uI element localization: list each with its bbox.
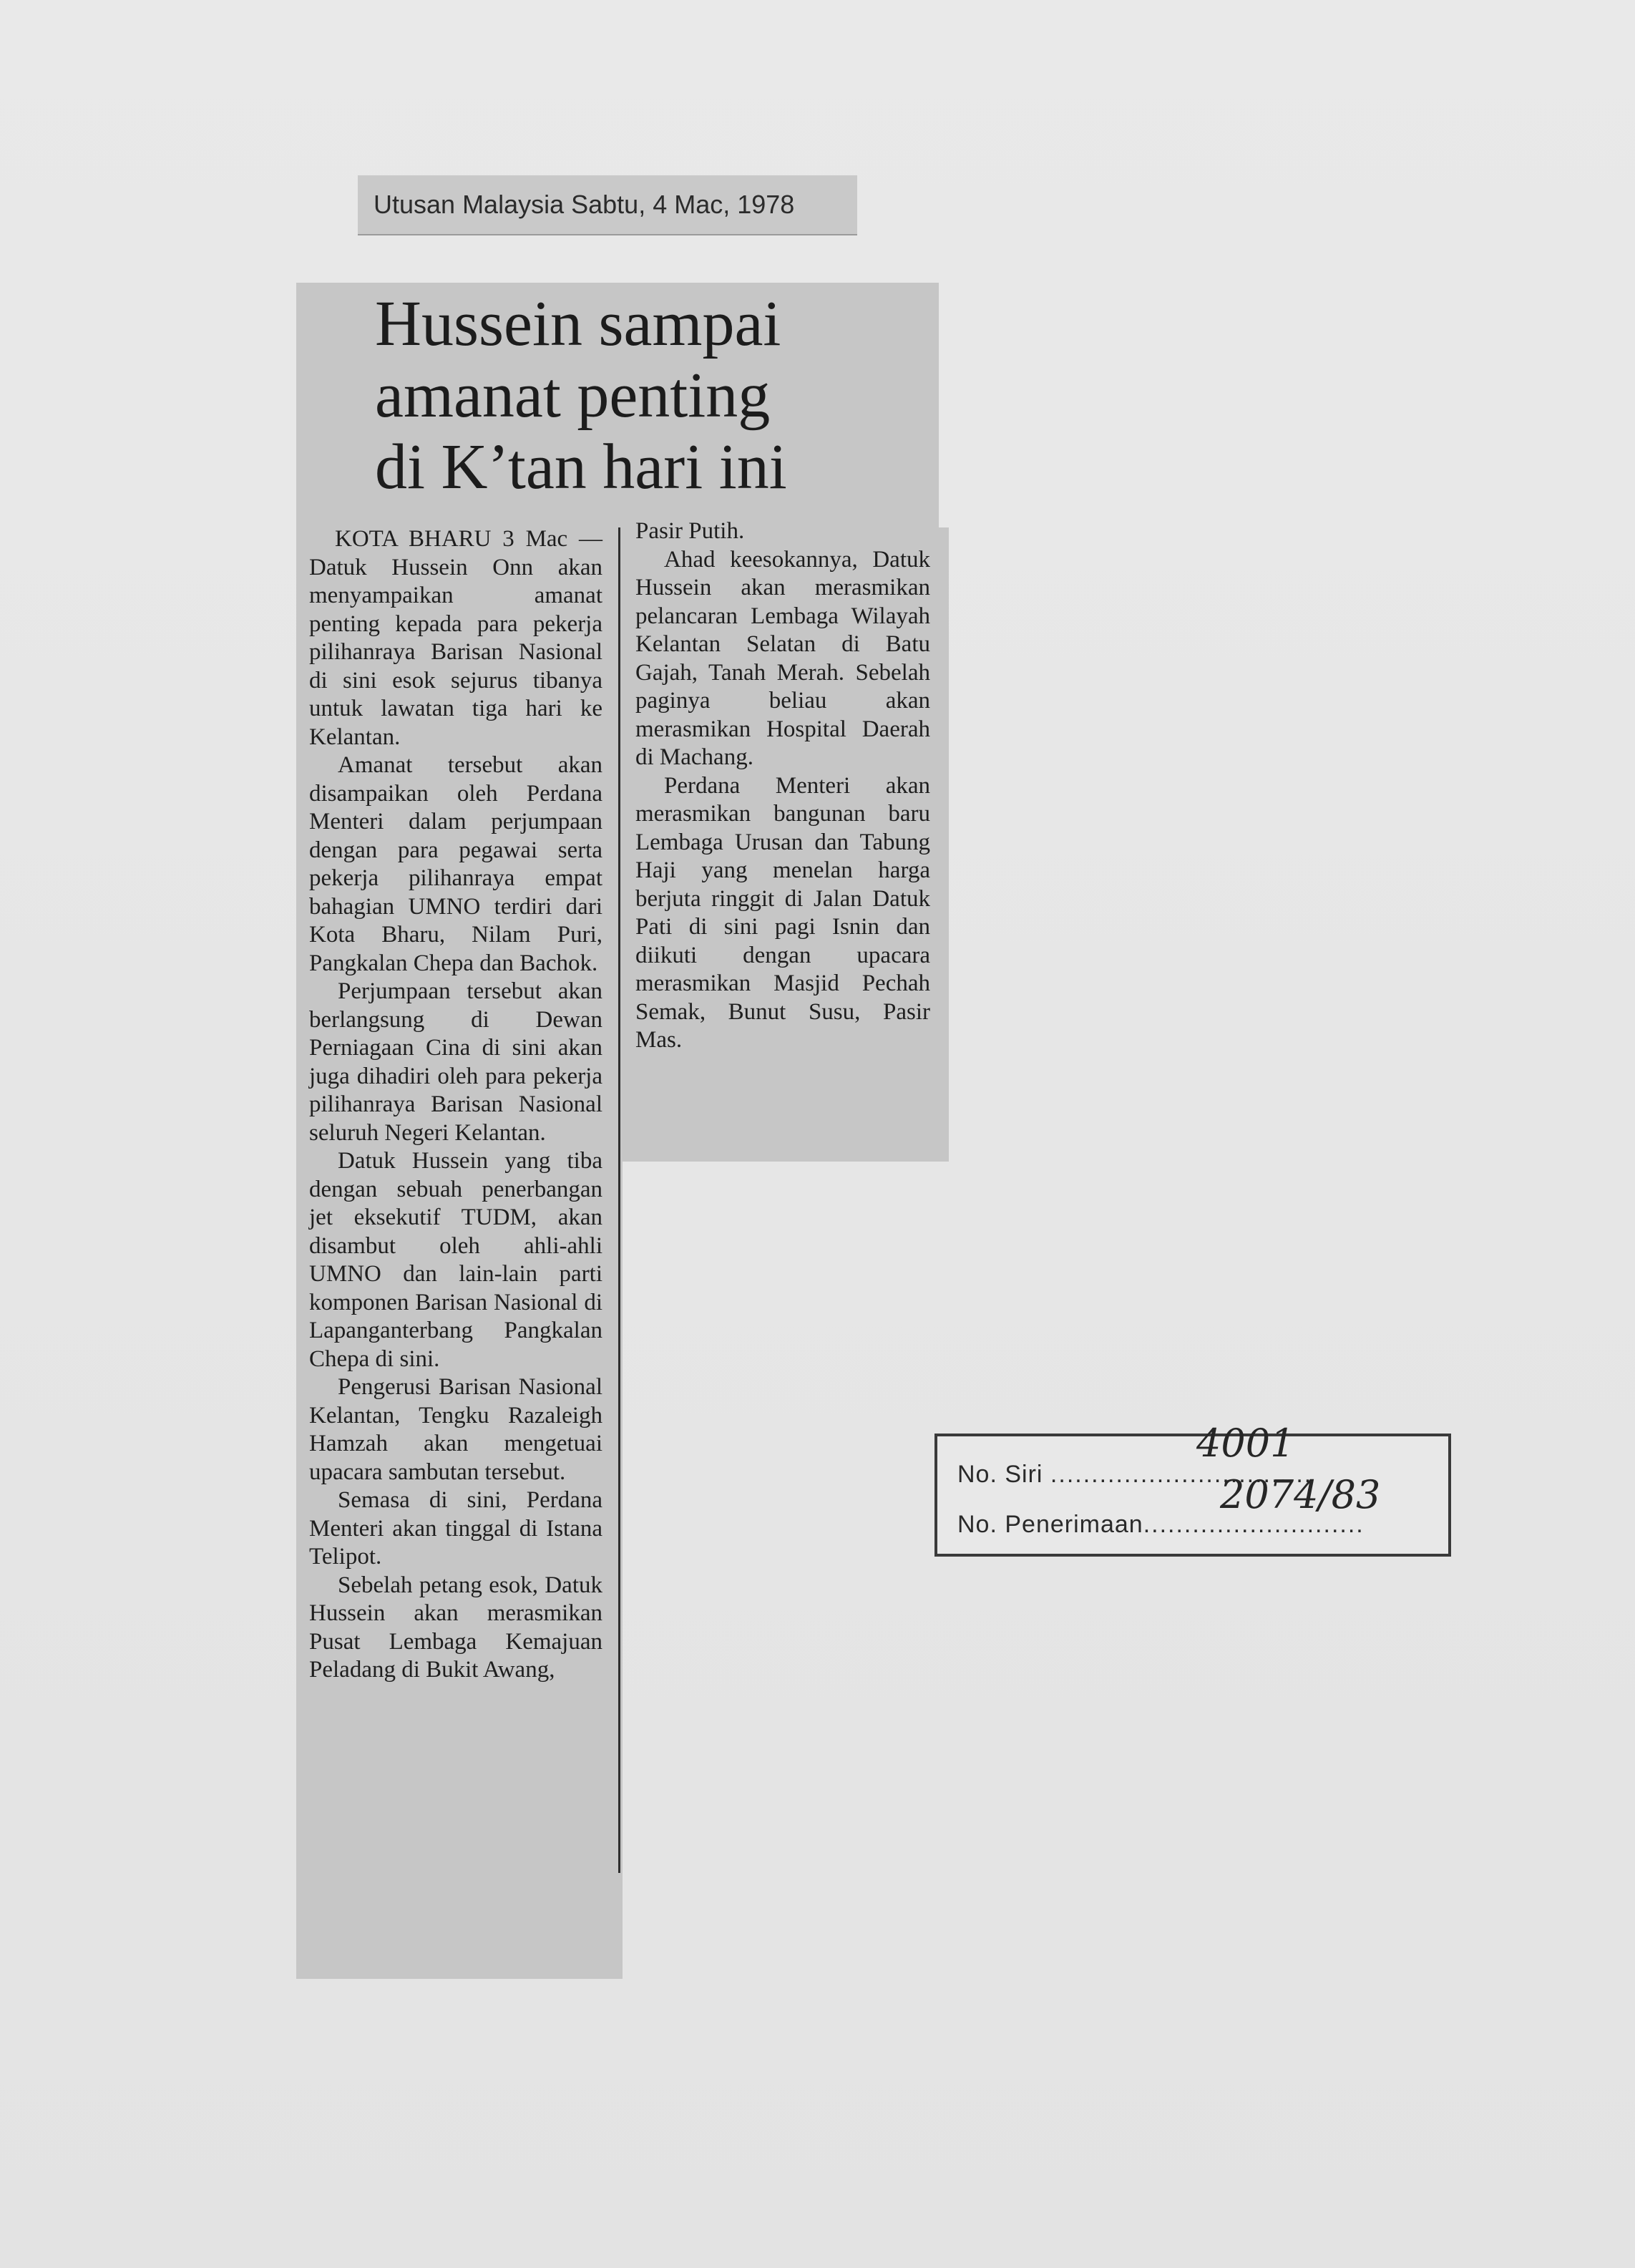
penerimaan-dots: ........................... [1143,1511,1365,1538]
source-text: Utusan Malaysia Sabtu, 4 Mac, 1978 [374,190,795,219]
siri-dots-tail: ...................... [1132,1461,1313,1488]
penerimaan-label: No. Penerimaan [957,1511,1143,1538]
headline-line-3: di K’tan hari ini [375,432,787,502]
article-paragraph: Semasa di sini, Perdana Menteri akan tinggal di Istana Telipot. [309,1487,602,1569]
article-paragraph: Sebelah petang esok, Datuk Hussein akan merasmikan Pusat Lembaga Kemajuan Peladang di Bukit Awang, [309,1572,602,1683]
article-paragraph: KOTA BHARU 3 Mac — Datuk Hussein Onn akan menyampaikan amanat penting kepada para pekerja pilihanraya Barisan Nasional di sini esok sejurus tibanya untuk lawatan tiga hari ke Kelantan. [309,526,602,750]
headline-line-2: amanat penting [375,360,771,431]
article-paragraph: Pasir Putih. [635,518,745,544]
siri-label: No. Siri [957,1461,1043,1488]
article-paragraph: Perjumpaan tersebut akan berlangsung di Dewan Perniagaan Cina di sini akan juga dihadiri oleh para pekerja pilihanraya Barisan Nasional seluruh Negeri Kelantan. [309,978,602,1146]
archive-stamp [934,1421,1451,1557]
article-paragraph: Datuk Hussein yang tiba dengan sebuah penerbangan jet eksekutif TUDM, akan disambut oleh ahli-ahli UMNO dan lain-lain parti komponen Barisan Nasional di Lapanganterbang Pangkalan Chepa di sini. [309,1148,602,1372]
siri-handwritten-value: 4001 [1196,1421,1295,1466]
headline-line-1: Hussein sampai [375,288,781,359]
source-strip [358,175,857,235]
article-column-left [309,525,602,1685]
siri-dots: .......... [1050,1461,1133,1488]
column-divider [618,527,620,1873]
article-paragraph: Amanat tersebut akan disampaikan oleh Perdana Menteri dalam perjumpaan dengan para pegawai serta pekerja pilihanraya empat bahagian UMNO terdiri dari Kota Bharu, Nilam Puri, Pangkalan Chepa dan Bachok. [309,752,602,976]
penerimaan-handwritten-value: 2074/83 [1220,1472,1381,1517]
article-paragraph: Pengerusi Barisan Nasional Kelantan, Tengku Razaleigh Hamzah akan mengetuai upacara sambutan tersebut. [309,1374,602,1485]
article-paragraph: Ahad keesokannya, Datuk Hussein akan merasmikan pelancaran Lembaga Wilayah Kelantan Selatan di Batu Gajah, Tanah Merah. Sebelah paginya beliau akan merasmikan Hospital Daerah di Machang. [635,546,930,770]
article-column-right [635,517,930,1055]
headline [296,283,939,527]
article-paragraph: Perdana Menteri akan merasmikan bangunan baru Lembaga Urusan dan Tabung Haji yang menelan harga berjuta ringgit di Jalan Datuk Pati di sini pagi Isnin dan diikuti dengan upacara merasmikan Masjid Pechah Semak, Bunut Susu, Pasir Mas. [635,772,930,1053]
